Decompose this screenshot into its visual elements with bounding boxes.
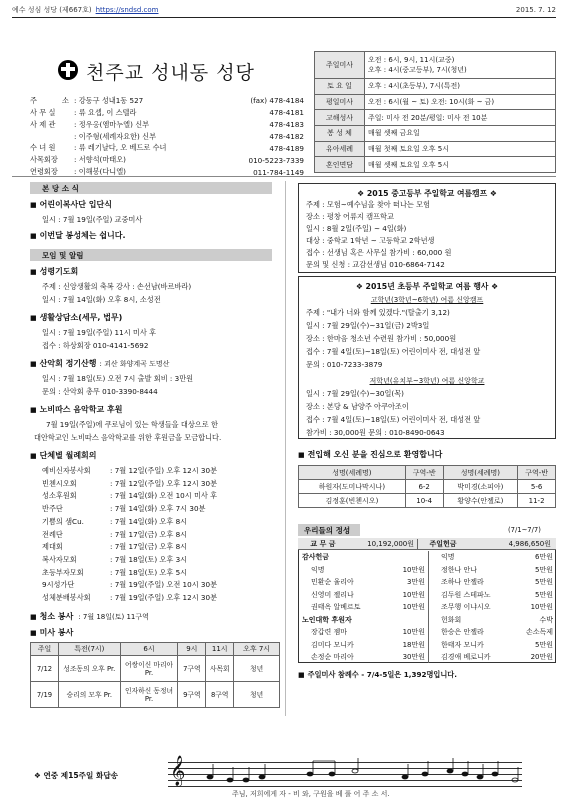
meeting-group: 성체분배봉사회 <box>42 593 91 602</box>
mass-service-head: 6시 <box>120 643 178 656</box>
info-key <box>30 96 74 106</box>
offering-amount: 10만원 <box>402 628 425 637</box>
prayer-meeting-line: 일시 : 7월 14일(화) 오후 8시, 소성전 <box>42 295 161 304</box>
lower-grade-subtitle: 저학년(유치부~3학년) 여름 신앙학교 <box>369 377 485 385</box>
mass-service-head: 11시 <box>206 643 234 656</box>
transfer-cell: 김정훈(빈첸시오) <box>299 494 406 508</box>
offering-donor: 익명 <box>311 565 325 574</box>
mass-row <box>315 110 556 126</box>
mass-label: 주일미사 <box>315 52 365 79</box>
info-key <box>30 143 74 153</box>
news-item-1-line: 일시 : 7월 19일(주일) 교중미사 <box>42 215 143 224</box>
info-key-part: 수 녀 원 <box>30 143 56 153</box>
offering-donor: 권태옥 알베르토 <box>311 603 361 612</box>
info-phone: 478-4181 <box>269 108 304 118</box>
attendance-note: ■ 주일미사 참례수 - 7/4-5일은 1,392명입니다. <box>298 670 457 679</box>
camp-line: 문의 : 010-7233-3879 <box>306 360 383 369</box>
camp-line: 장소 : 한마음 청소년 수련원 참가비 : 50,000원 <box>306 334 457 343</box>
mass-time-line: 오전 : 6시(월 ~ 토) 오전: 10시(화 ~ 금) <box>368 98 495 107</box>
offering-donor: 한승은 안젤라 <box>441 628 484 637</box>
news-item-2: ■ 이번달 봉성체는 쉽니다. <box>30 231 126 240</box>
meeting-group: 9시성가단 <box>42 580 75 590</box>
upper-grade-subtitle: 고학년(3학년~6학년) 여름 신앙캠프 <box>370 296 484 304</box>
info-row <box>30 155 304 167</box>
offering-donor: 한태자 모니카 <box>441 640 484 649</box>
offering-amount: 수박 <box>539 615 553 624</box>
transfer-title: ■ 전입해 오신 분을 진심으로 환영합니다 <box>298 450 443 459</box>
offering-donor: 김경애 베로니카 <box>441 653 491 662</box>
mass-service-cell: 성조동의 오후 Pr. <box>58 656 120 682</box>
music-school-line: 7월 19일(주일)에 쿠로님이 있는 학생들을 대상으로 한 <box>46 420 218 429</box>
info-row <box>30 107 304 119</box>
offering-donor: 감사헌금 <box>302 553 330 562</box>
offering-row <box>299 576 427 589</box>
mass-service-cell: 7구역 <box>178 656 206 682</box>
offering-donor: 정한나 안나 <box>441 565 478 574</box>
children-camp-title: ❖ 2015년 초등부 주일학교 여름 행사 ❖ <box>355 282 499 291</box>
offering-donor: 김미다 모니카 <box>311 640 354 649</box>
mass-time-line: 매월 셋째 금요일 <box>368 129 420 138</box>
mass-times <box>365 52 556 79</box>
mass-row <box>315 79 556 95</box>
music-school-title: ■ 노비따스 음악학교 후원 <box>30 405 123 414</box>
info-value: : 서향석(마태오) <box>74 155 126 165</box>
info-key <box>30 108 74 118</box>
offering-amount: 5만원 <box>535 590 553 599</box>
prayer-meeting-line: 주제 : 신앙생활의 축복 강사 : 손선남(바르바라) <box>42 282 192 291</box>
info-phone: (fax) 478-4184 <box>250 96 304 106</box>
offering-amount <box>389 614 427 627</box>
mass-times <box>365 157 556 173</box>
mass-times <box>365 126 556 142</box>
info-value: : 류 요셉, 이 스텔라 <box>74 107 137 117</box>
offering-donor: 김두원 스테파노 <box>441 590 491 599</box>
mass-service-title: ■ 미사 봉사 <box>30 628 74 637</box>
transfer-cell: 하원자(도미나막시나) <box>299 480 406 494</box>
offering-amount: 6만원 <box>535 553 553 562</box>
offering-amount: 5만원 <box>535 640 553 649</box>
youth-camp-title: ❖ 2015 중고등부 주일학교 여름캠프 ❖ <box>357 189 497 198</box>
mass-schedule-table <box>314 51 556 173</box>
mass-row <box>315 141 556 157</box>
bulletin-issue: 예수 성심 성당 (제667호) <box>12 6 92 14</box>
mass-label: 혼인면담 <box>315 157 365 173</box>
psalm-title: ❖ 연중 제15주일 화답송 <box>34 771 118 780</box>
camp-line: 장소 : 본당 & 남양주 아쿠아조이 <box>306 402 409 411</box>
mass-time-line: 오후 : 4시(초등부), 7시(특전) <box>368 82 460 91</box>
mass-label: 유아세례 <box>315 141 365 157</box>
offering-row <box>429 614 555 627</box>
offering-donor: 헌화회 <box>441 615 462 624</box>
info-key-part: 주 <box>30 95 37 105</box>
meeting-group: 반주단 <box>42 504 63 514</box>
mass-service-head: 9시 <box>178 643 206 656</box>
transfer-cell: 10-4 <box>405 494 443 508</box>
meeting-time: : 7월 18일(토) 오후 3시 <box>110 554 188 564</box>
info-phone: 478-4183 <box>269 120 304 130</box>
mass-service-cell: 7/19 <box>31 682 59 708</box>
mass-service-head: 오후 7시 <box>234 643 280 656</box>
info-row <box>30 119 304 131</box>
transfer-cell: 황양수(안젤로) <box>443 494 518 508</box>
treble-clef-icon: 𝄞 <box>170 756 186 786</box>
offering-row <box>429 551 555 564</box>
counseling-line: 일시 : 7월 19일(주일) 11시 미사 후 <box>42 328 157 337</box>
info-value: : 정우옹(엠마누엘) 신부 <box>74 119 150 129</box>
offering-donor: 노인대학 후원자 <box>302 615 352 624</box>
mass-times <box>365 110 556 126</box>
mass-row <box>315 157 556 173</box>
column-divider <box>285 181 286 716</box>
mass-service-head: 주일 <box>31 643 59 656</box>
mass-label: 평일미사 <box>315 94 365 110</box>
mass-service-row <box>31 682 280 708</box>
info-key <box>30 120 74 130</box>
transfer-cell: 6-2 <box>405 480 443 494</box>
offering-row <box>299 639 427 652</box>
info-key-part: 소 <box>62 95 69 105</box>
info-key <box>30 155 74 165</box>
offering-row <box>429 639 555 652</box>
counseling-title: ■ 생활상담소(세무, 법무) <box>30 313 123 322</box>
camp-line: 일시 : 8월 2일(주일) ~ 4일(화) <box>306 224 407 233</box>
transfer-table <box>298 465 556 508</box>
meeting-group: 빈첸시오회 <box>42 478 77 488</box>
monthly-meetings-title: ■ 단체별 월례회의 <box>30 451 97 460</box>
transfer-cell: 박미경(소피아) <box>443 480 518 494</box>
mass-label: 토 요 일 <box>315 79 365 95</box>
info-value: : 강동구 성내1동 527 <box>74 95 144 105</box>
camp-line: 대상 : 중학교 1학년 ~ 고등학교 2학년생 <box>306 236 435 245</box>
mass-time-line: 주일: 미사 전 20분/평일: 미사 전 10분 <box>368 113 488 122</box>
meeting-group: 예비신자봉사회 <box>42 466 91 475</box>
mass-service-cell: 청년 <box>234 656 280 682</box>
offering-row <box>299 564 427 577</box>
mass-service-header <box>31 643 280 656</box>
offering-donor: 민환순 율리아 <box>311 578 354 587</box>
mass-service-cell: 어쌍이신 마리아 Pr. <box>120 656 178 682</box>
info-value: : 류 레기날다, 오 베드로 수녀 <box>74 143 167 153</box>
info-row <box>30 131 304 143</box>
meetings-banner: 모임 및 알림 <box>30 249 272 261</box>
camp-line: 참가비 : 30,000원 문의 : 010-8490-0643 <box>306 428 445 437</box>
mass-time-line: 오후 : 4시(중고등부), 7시(청년) <box>368 66 467 74</box>
camp-line: 일시 : 7월 29일(수)~31일(금) 2박3일 <box>306 321 430 330</box>
offering-row <box>299 651 427 664</box>
mass-service-table <box>30 642 280 708</box>
mass-service-cell: 8구역 <box>206 682 234 708</box>
header-rule <box>12 17 556 18</box>
meeting-time: : 7월 19일(주일) 오전 10시 30분 <box>110 580 218 590</box>
mass-service-cell: 인자하신 동정녀 Pr. <box>120 682 178 708</box>
hiking-line: 일시 : 7월 18일(토) 오전 7시 출발 회비 : 3만원 <box>42 374 194 383</box>
news-item-1: ■ 어린이복사단 입단식 <box>30 200 112 209</box>
mass-times <box>365 79 556 95</box>
meeting-time: : 7월 14일(화) 오전 10시 미사 후 <box>110 491 218 501</box>
offering-donor: 조하나 안젤라 <box>441 578 484 587</box>
camp-line: 장소 : 평창 어류지 캠프학교 <box>306 212 394 221</box>
meeting-group: 전례단 <box>42 529 63 539</box>
offering-amount: 손소독제 <box>525 628 553 637</box>
offering-amount: 10만원 <box>530 603 553 612</box>
transfer-head: 구역-반 <box>405 466 443 480</box>
meeting-time: : 7월 12일(주일) 오후 12시 30분 <box>110 466 218 475</box>
mass-time-line: 오전 : 6시, 9시, 11시(교중) <box>368 56 455 64</box>
camp-line: 주제 : 모험~예수님을 찾아 떠나는 모험 <box>306 200 431 209</box>
mass-times <box>365 94 556 110</box>
offering-donor: 신영미 젤리나 <box>311 590 354 599</box>
transfer-header <box>299 466 556 480</box>
mass-time-line: 매월 첫째 토요일 오후 5시 <box>368 145 449 154</box>
transfer-head: 구역-반 <box>518 466 556 480</box>
cleaning-title: ■ 청소 봉사 : 7월 18일(토) 11구역 <box>30 612 149 621</box>
psalm-lyric: 주님, 저희에게 자 - 비 와, 구원을 베 풀 어 주 소 서. <box>232 790 390 798</box>
transfer-cell: 5-6 <box>518 480 556 494</box>
offering-amount: 3만원 <box>407 578 425 587</box>
mass-row <box>315 94 556 110</box>
meeting-group: 제대회 <box>42 542 63 552</box>
camp-line: 접수 : 선생님 혹은 사무실 참가비 : 60,000 원 <box>306 248 452 257</box>
mass-service-cell: 사목회 <box>206 656 234 682</box>
info-phone: 478-4182 <box>269 132 304 142</box>
offering-period: (7/1~7/7) <box>508 526 541 534</box>
offering-amount <box>389 551 427 564</box>
camp-line: 문의 및 신청 : 교감선생님 010-6864-7142 <box>306 260 445 269</box>
meeting-time: : 7월 14일(화) 오후 8시 <box>110 516 188 526</box>
camp-line: 접수 : 7월 4일(토)~18일(토) 어린이미사 전, 대성전 앞 <box>306 415 481 424</box>
meeting-time: : 7월 14일(화) 오후 7시 30분 <box>110 504 206 514</box>
info-key-part: 연령회장 <box>30 167 58 177</box>
mass-time-line: 매월 셋째 토요일 오후 5시 <box>368 160 449 169</box>
cross-heart-logo-icon <box>58 60 78 80</box>
offering-donor: 익명 <box>441 553 455 562</box>
offering-right-list <box>428 551 555 663</box>
info-row <box>30 95 304 107</box>
transfer-head: 성명(세례명) <box>443 466 518 480</box>
mass-label: 고해성사 <box>315 110 365 126</box>
prayer-meeting-title: ■ 성령기도회 <box>30 267 79 276</box>
meeting-time: : 7월 17일(금) 오후 8시 <box>110 529 188 539</box>
mass-row <box>315 52 556 79</box>
mass-label: 봉 성 체 <box>315 126 365 142</box>
offering-row <box>429 601 555 614</box>
transfer-cell: 11-2 <box>518 494 556 508</box>
offering-banner: 우리들의 정성 <box>298 524 360 536</box>
meeting-time: : 7월 18일(토) 오후 5시 <box>110 567 188 577</box>
website-link[interactable]: https://sndsd.com <box>95 6 159 14</box>
transfer-head: 성명(세례명) <box>299 466 406 480</box>
camp-line: 일시 : 7월 29일(수)~30일(목) <box>306 389 404 398</box>
info-phone: 011-784-1149 <box>253 167 304 177</box>
offering-amount: 5만원 <box>535 578 553 587</box>
counseling-line: 접수 : 하상회장 010-4141-5692 <box>42 341 149 350</box>
info-phone: 010-5223-7339 <box>248 155 304 165</box>
meeting-group: 복사자모회 <box>42 554 77 564</box>
offering-amount: 10만원 <box>402 590 425 599</box>
offering-amount: 10만원 <box>402 603 425 612</box>
transfer-row <box>299 494 556 508</box>
mass-service-row <box>31 656 280 682</box>
info-key-part: 사 제 관 <box>30 119 56 129</box>
info-value: : 이해봉(다니엘) <box>74 167 126 177</box>
music-school-line: 대안학교인 노비따스 음악학교를 위한 후원금을 모금합니다. <box>34 433 222 442</box>
offering-amount: 5만원 <box>535 565 553 574</box>
offering-row <box>299 626 427 639</box>
offering-left-list <box>299 551 427 664</box>
parish-name: 천주교 성내동 성당 <box>86 62 255 84</box>
offering-amount: 10만원 <box>402 565 425 574</box>
offering-totals: 교 무 금 10,192,000원 주일헌금 4,986,650원 <box>298 538 556 550</box>
hiking-title: ■ 산악회 정기산행 : 괴산 화양계곡 도명산 <box>30 359 170 368</box>
info-value: : 이주형(세례자요한) 신부 <box>74 131 157 141</box>
transfer-table-wrap <box>298 465 556 508</box>
info-phone: 478-4189 <box>269 143 304 153</box>
meeting-time: : 7월 19일(주일) 오후 12시 30분 <box>110 593 218 602</box>
offering-row <box>299 589 427 602</box>
meeting-time: : 7월 12일(주일) 오후 12시 30분 <box>110 478 218 488</box>
info-key-part: 사목회장 <box>30 155 58 165</box>
offering-row <box>429 564 555 577</box>
offering-donor: 장갑련 젬마 <box>311 628 348 637</box>
news-banner: 본 당 소 식 <box>30 182 272 194</box>
offering-row <box>429 651 555 664</box>
page-header <box>12 3 556 17</box>
offering-donor: 조무행 이냐시오 <box>441 603 491 612</box>
mass-service-cell: 7/12 <box>31 656 59 682</box>
mass-service-head: 특전(7시) <box>58 643 120 656</box>
meeting-time: : 7월 17일(금) 오후 8시 <box>110 542 188 552</box>
offering-row <box>299 551 427 564</box>
info-key-part: 사 무 실 <box>30 107 56 117</box>
offering-row <box>429 576 555 589</box>
meeting-group: 성소후원회 <box>42 491 77 501</box>
offering-row <box>299 601 427 614</box>
meeting-group: 기쁨의 샘Cu. <box>42 516 84 526</box>
info-row <box>30 143 304 155</box>
offering-row <box>299 614 427 627</box>
mass-times <box>365 141 556 157</box>
camp-line: 주제 : "내가 너와 함께 있겠다."(탈출기 3,12) <box>306 308 450 317</box>
offering-amount: 20만원 <box>530 653 553 662</box>
offering-amount: 18만원 <box>402 640 425 649</box>
mass-row <box>315 126 556 142</box>
hiking-line: 문의 : 산악회 총무 010-3390-8444 <box>42 387 158 396</box>
mass-service-cell: 승리의 모후 Pr. <box>58 682 120 708</box>
offering-donor: 손정순 마리아 <box>311 653 354 662</box>
offering-row <box>429 589 555 602</box>
meeting-group: 초등부자모회 <box>42 567 84 577</box>
camp-line: 접수 : 7월 4일(토)~18일(토) 어린이미사 전, 대성전 앞 <box>306 347 481 356</box>
mass-service-cell: 9구역 <box>178 682 206 708</box>
bulletin-date: 2015. 7. 12 <box>515 6 556 14</box>
offering-amount: 30만원 <box>402 653 425 662</box>
offering-row <box>429 626 555 639</box>
section-rule <box>12 176 556 177</box>
transfer-row <box>299 480 556 494</box>
mass-service-cell: 청년 <box>234 682 280 708</box>
